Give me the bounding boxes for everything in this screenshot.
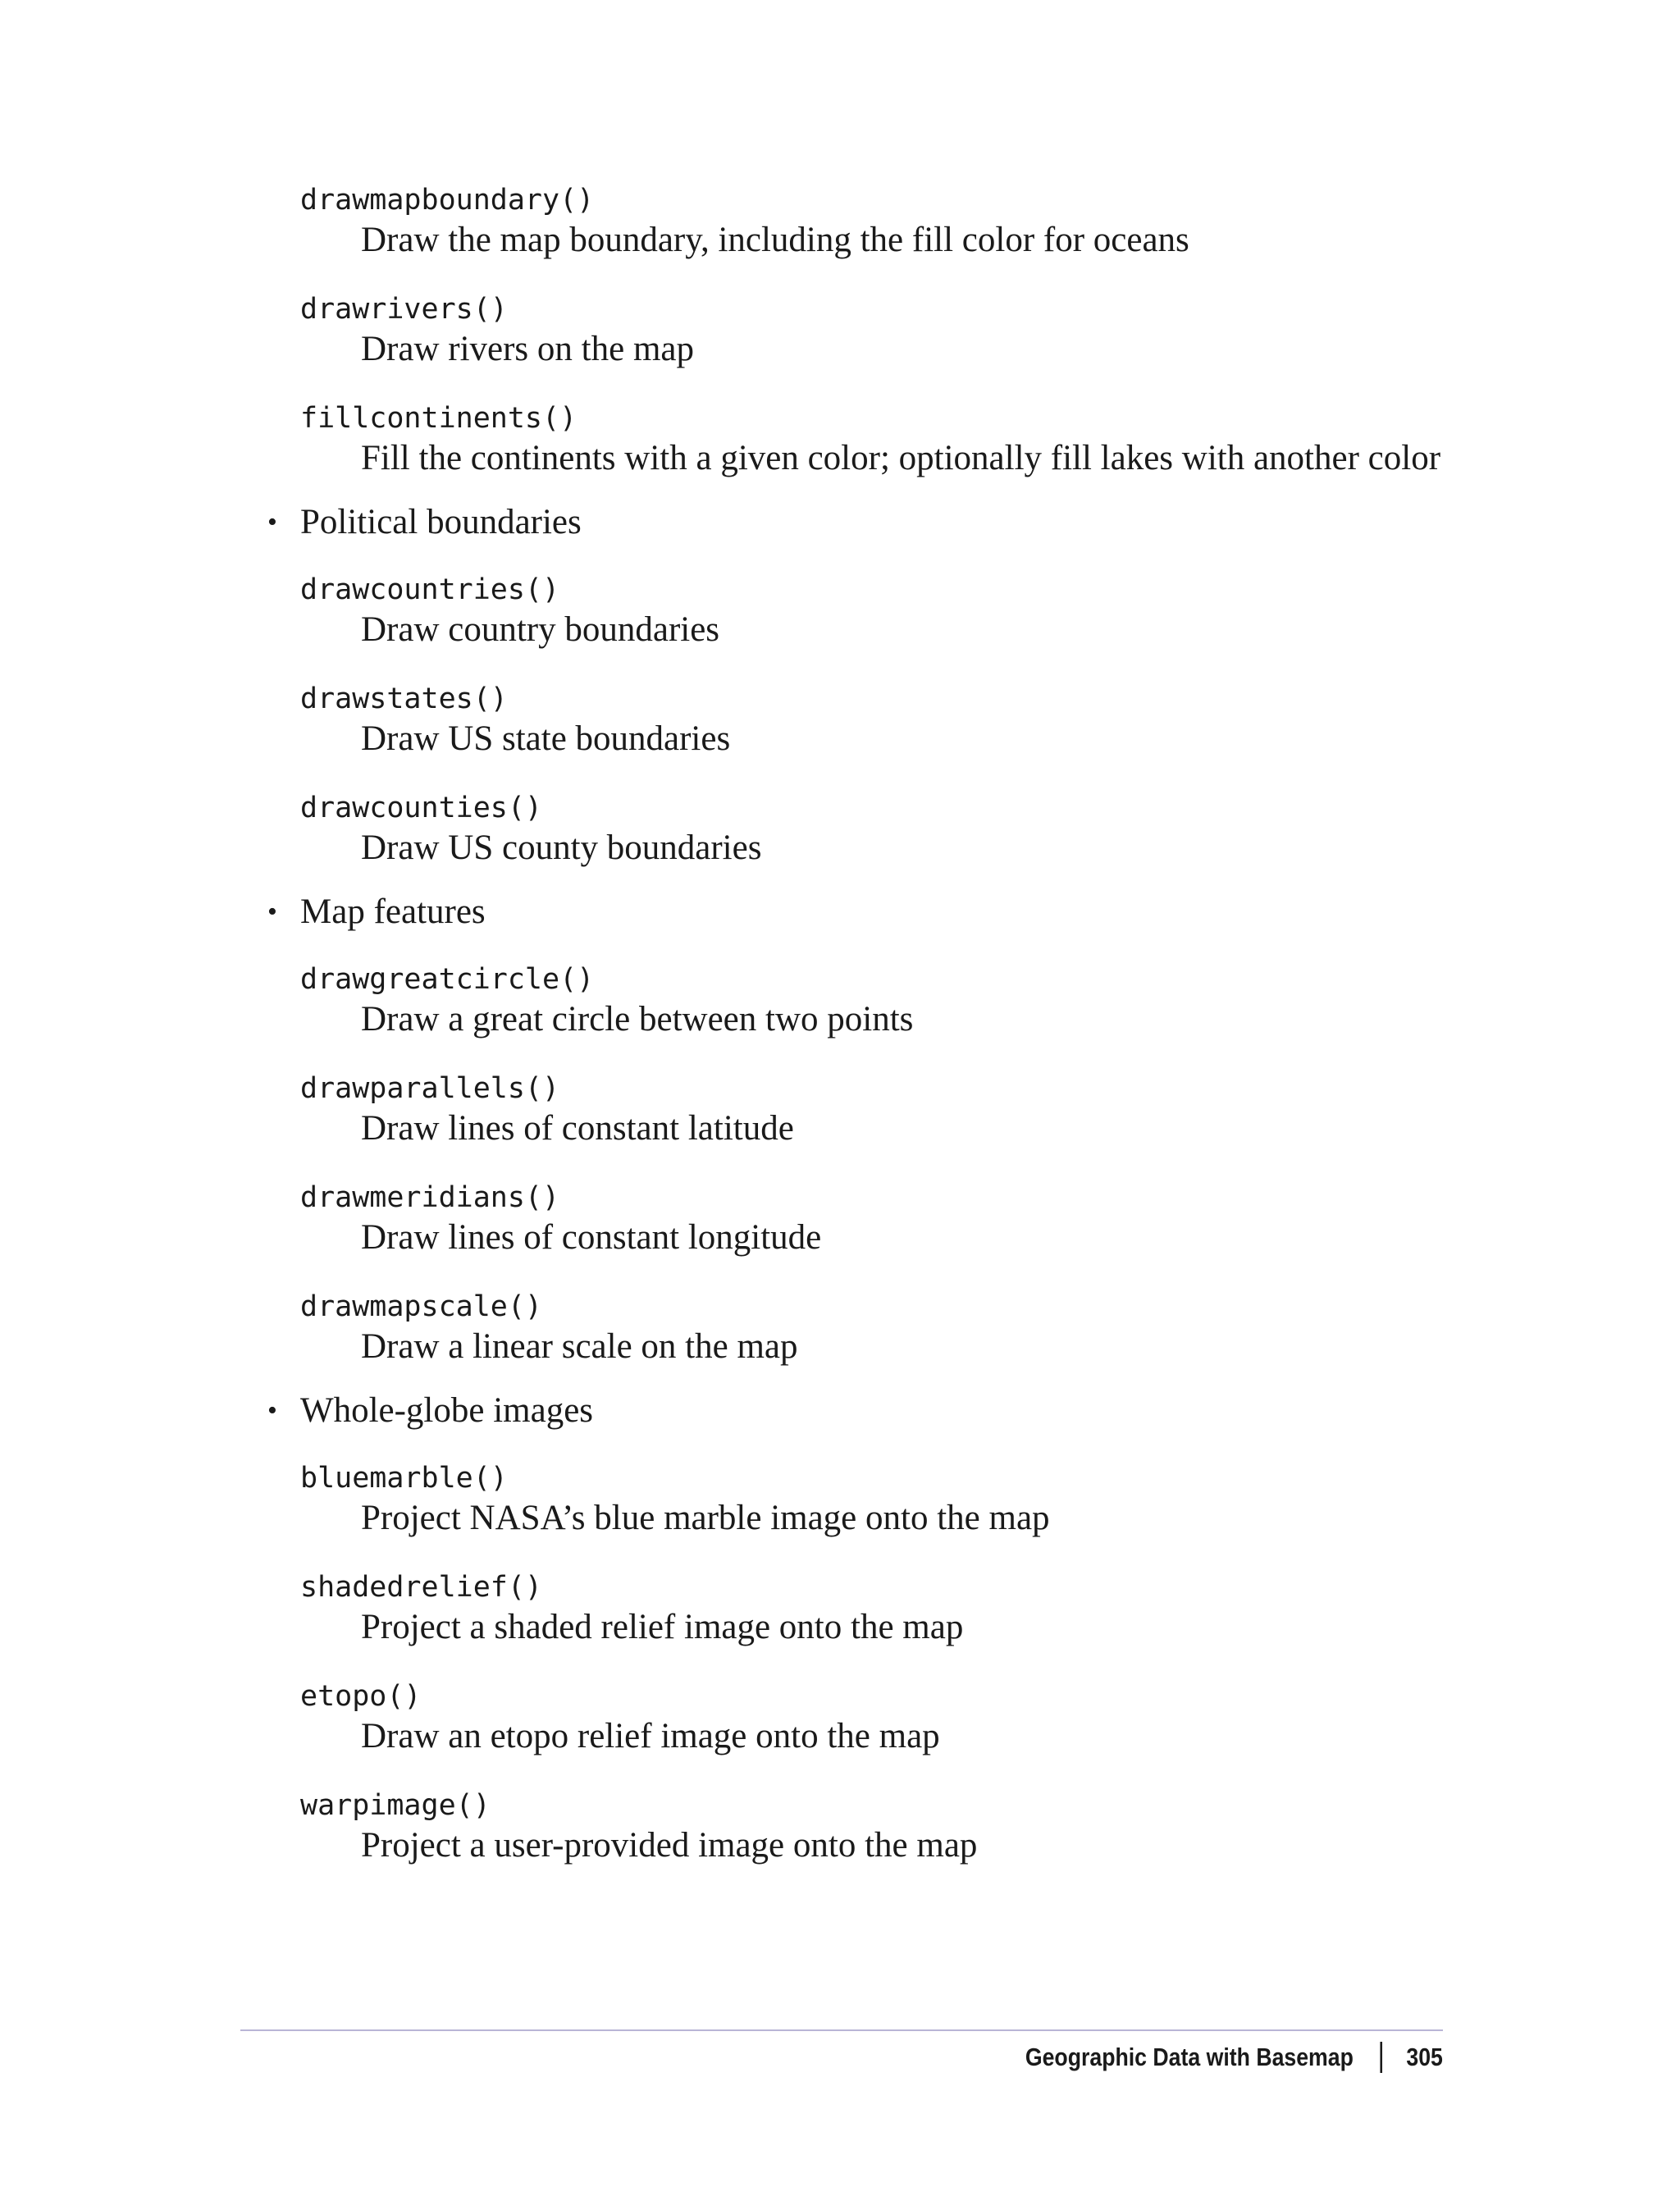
method-description: Draw a linear scale on the map xyxy=(361,1327,798,1366)
footer-separator xyxy=(1381,2042,1383,2073)
running-footer-title: Geographic Data with Basemap xyxy=(1025,2043,1354,2071)
method-name: drawrivers() xyxy=(300,293,508,326)
method-description: Draw a great circle between two points xyxy=(361,1000,914,1039)
method-description: Draw lines of constant longitude xyxy=(361,1218,822,1257)
bullet-whole-globe-images xyxy=(267,1389,593,1433)
term-drawmapboundary xyxy=(300,182,1189,262)
method-name: shadedrelief() xyxy=(300,1571,543,1604)
method-name: drawparallels() xyxy=(300,1072,560,1105)
page-footer xyxy=(1025,2039,1443,2075)
section-label: Map features xyxy=(300,892,486,931)
term-drawcounties xyxy=(300,790,761,870)
page-number: 305 xyxy=(1406,2043,1443,2071)
method-description: Draw lines of constant latitude xyxy=(361,1109,794,1148)
term-etopo xyxy=(300,1678,940,1759)
term-drawgreatcircle xyxy=(300,961,913,1042)
section-label: Political boundaries xyxy=(300,503,582,541)
term-drawstates xyxy=(300,681,730,761)
bullet-icon: • xyxy=(267,507,277,537)
term-drawmeridians xyxy=(300,1180,821,1260)
term-drawparallels xyxy=(300,1071,794,1151)
method-description: Draw rivers on the map xyxy=(361,330,694,368)
term-warpimage xyxy=(300,1787,977,1868)
footer-rule xyxy=(240,2029,1443,2031)
bullet-icon: • xyxy=(267,897,277,927)
method-description: Project a shaded relief image onto the map xyxy=(361,1608,964,1646)
bullet-icon: • xyxy=(267,1395,277,1426)
method-description: Fill the continents with a given color; optionally fill lakes with another color xyxy=(361,439,1441,477)
method-name: bluemarble() xyxy=(300,1462,508,1495)
method-description: Draw US state boundaries xyxy=(361,719,731,758)
term-bluemarble xyxy=(300,1460,1050,1541)
method-description: Draw an etopo relief image onto the map xyxy=(361,1717,940,1755)
term-drawrivers xyxy=(300,291,694,372)
method-name: drawmeridians() xyxy=(300,1181,560,1214)
method-description: Draw the map boundary, including the fill color for oceans xyxy=(361,221,1189,259)
method-name: drawcountries() xyxy=(300,573,560,606)
method-name: drawmapscale() xyxy=(300,1290,543,1323)
term-drawcountries xyxy=(300,572,719,652)
method-description: Draw US county boundaries xyxy=(361,829,762,867)
bullet-political-boundaries xyxy=(267,500,582,545)
method-name: drawstates() xyxy=(300,682,508,715)
bullet-map-features xyxy=(267,890,486,934)
term-fillcontinents xyxy=(300,400,1440,481)
method-name: fillcontinents() xyxy=(300,402,578,435)
method-name: drawmapboundary() xyxy=(300,184,595,217)
method-description: Draw country boundaries xyxy=(361,610,720,649)
term-shadedrelief xyxy=(300,1569,963,1650)
method-name: warpimage() xyxy=(300,1789,491,1822)
section-label: Whole-globe images xyxy=(300,1391,594,1430)
method-name: drawgreatcircle() xyxy=(300,963,595,996)
method-description: Project NASA’s blue marble image onto the map xyxy=(361,1499,1050,1537)
method-name: etopo() xyxy=(300,1680,422,1713)
method-description: Project a user-provided image onto the map xyxy=(361,1826,978,1865)
term-drawmapscale xyxy=(300,1289,797,1369)
method-name: drawcounties() xyxy=(300,792,543,824)
